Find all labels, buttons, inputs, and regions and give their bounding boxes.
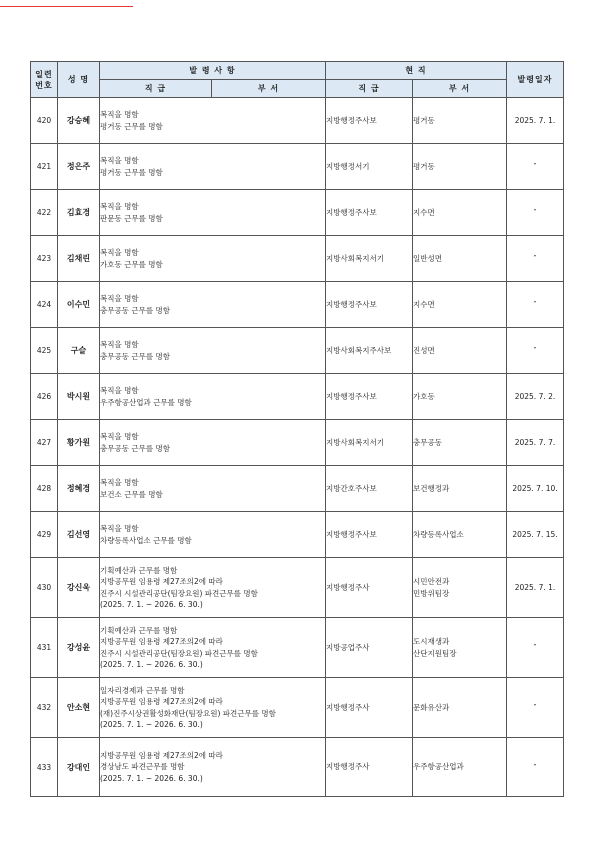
name-cell: 안소현 xyxy=(58,678,100,738)
appointment-line: 지방공무원 임용령 제27조의2에 따라 xyxy=(100,577,223,586)
order-date-cell: 2025. 7. 1. xyxy=(507,558,564,618)
order-date-cell: 2025. 7. 2. xyxy=(507,374,564,420)
serial-number-cell: 432 xyxy=(31,678,58,738)
appointment-line: (2025. 7. 1. ~ 2026. 6. 30.) xyxy=(100,773,203,783)
header-order-date: 발령일자 xyxy=(507,62,564,98)
name-cell: 강대인 xyxy=(58,738,100,797)
order-date-cell: ″ xyxy=(507,328,564,374)
current-grade-cell: 지방행정주사보 xyxy=(326,282,413,328)
appointment-line: 충무공동 근무를 명함 xyxy=(100,351,170,361)
top-red-rule xyxy=(0,6,133,7)
current-grade-cell: 지방사회복지주사보 xyxy=(326,328,413,374)
appointment-line: 지방공무원 임용령 제27조의2에 따라 xyxy=(100,637,223,646)
order-date-cell: 2025. 7. 7. xyxy=(507,420,564,466)
current-dept-cell xyxy=(413,144,507,190)
current-dept-line: 가호동 xyxy=(413,391,435,401)
current-dept-cell xyxy=(413,738,507,797)
appointment-line: 기획예산과 근무를 명함 xyxy=(100,625,178,635)
current-grade-cell: 지방사회복지서기 xyxy=(326,420,413,466)
appointment-line: 충무공동 근무를 명함 xyxy=(100,443,170,453)
appointment-line: 가호동 근무를 명함 xyxy=(100,259,163,269)
appointment-content-cell xyxy=(100,558,326,618)
serial-number-cell: 426 xyxy=(31,374,58,420)
name-cell: 황가원 xyxy=(58,420,100,466)
header-appointment: 발 령 사 항 xyxy=(100,62,326,80)
appointment-content-cell xyxy=(100,420,326,466)
serial-number-cell: 422 xyxy=(31,190,58,236)
order-date-cell: ″ xyxy=(507,618,564,678)
appointment-line: 경상남도 파견근무를 명함 xyxy=(100,762,185,772)
appointment-content-cell xyxy=(100,190,326,236)
order-date-cell: ″ xyxy=(507,738,564,797)
appointment-line: 복직을 명함 xyxy=(100,524,139,533)
table-row xyxy=(31,618,564,678)
table-row xyxy=(31,678,564,738)
current-dept-cell xyxy=(413,558,507,618)
appointment-content-cell xyxy=(100,678,326,738)
appointment-line: (재)진주시상권활성화재단(팀장요원) 파견근무를 명함 xyxy=(100,708,276,718)
appointment-content-cell xyxy=(100,512,326,558)
appointment-line: 차량등록사업소 근무를 명함 xyxy=(100,535,192,545)
serial-number-cell: 423 xyxy=(31,236,58,282)
current-grade-cell: 지방행정주사 xyxy=(326,678,413,738)
serial-number-cell: 430 xyxy=(31,558,58,618)
current-dept-line: 시민안전과 xyxy=(413,577,450,586)
appointment-line: 일자리경제과 근무를 명함 xyxy=(100,685,185,695)
serial-number-cell: 421 xyxy=(31,144,58,190)
current-dept-cell xyxy=(413,190,507,236)
appointment-line: 복직을 명함 xyxy=(100,248,139,257)
appointment-content-cell xyxy=(100,236,326,282)
order-date-cell: 2025. 7. 10. xyxy=(507,466,564,512)
header-appointment-grade: 직 급 xyxy=(100,80,212,98)
header-current-position: 현 직 xyxy=(326,62,507,80)
order-date-cell: ″ xyxy=(507,678,564,738)
name-cell: 김효경 xyxy=(58,190,100,236)
current-dept-cell xyxy=(413,466,507,512)
current-dept-line: 지수면 xyxy=(413,299,435,309)
table-row xyxy=(31,374,564,420)
appointment-line: 기획예산과 근무를 명함 xyxy=(100,565,178,575)
table-row xyxy=(31,420,564,466)
header-current-dept: 부 서 xyxy=(413,80,507,98)
name-cell: 정은주 xyxy=(58,144,100,190)
current-grade-cell: 지방행정주사보 xyxy=(326,512,413,558)
current-dept-cell xyxy=(413,618,507,678)
appointment-line: 복직을 명함 xyxy=(100,202,139,211)
current-dept-cell xyxy=(413,420,507,466)
table-row xyxy=(31,558,564,618)
appointment-content-cell xyxy=(100,144,326,190)
name-cell: 강승혜 xyxy=(58,98,100,144)
table-row xyxy=(31,738,564,797)
name-cell: 구슬 xyxy=(58,328,100,374)
current-dept-line: 차량등록사업소 xyxy=(413,529,464,539)
name-cell: 강신욱 xyxy=(58,558,100,618)
table-row xyxy=(31,466,564,512)
serial-number-cell: 420 xyxy=(31,98,58,144)
current-dept-line: 평거동 xyxy=(413,161,435,171)
name-cell: 김선영 xyxy=(58,512,100,558)
current-dept-cell xyxy=(413,374,507,420)
serial-number-cell: 433 xyxy=(31,738,58,797)
appointment-content-cell xyxy=(100,466,326,512)
order-date-cell: 2025. 7. 1. xyxy=(507,98,564,144)
appointment-line: 복직을 명함 xyxy=(100,156,139,165)
current-dept-line: 평거동 xyxy=(413,115,435,125)
current-dept-cell xyxy=(413,282,507,328)
appointment-line: 지방공무원 임용령 제27조의2에 따라 xyxy=(100,697,223,706)
appointment-line: (2025. 7. 1. ~ 2026. 6. 30.) xyxy=(100,660,203,669)
appointment-line: 우주항공산업과 근무를 명함 xyxy=(100,397,192,407)
current-grade-cell: 지방사회복지서기 xyxy=(326,236,413,282)
current-dept-line: 지수면 xyxy=(413,207,435,217)
current-dept-cell xyxy=(413,328,507,374)
current-grade-cell: 지방행정주사보 xyxy=(326,190,413,236)
appointment-line: 복직을 명함 xyxy=(100,386,139,395)
table-row xyxy=(31,282,564,328)
current-grade-cell: 지방행정주사보 xyxy=(326,98,413,144)
serial-number-cell: 428 xyxy=(31,466,58,512)
appointment-content-cell xyxy=(100,98,326,144)
appointment-line: 진주시 시설관리공단(팀장요원) 파견근무를 명함 xyxy=(100,648,258,658)
order-date-cell: ″ xyxy=(507,282,564,328)
appointment-line: 평거동 근무를 명함 xyxy=(100,167,163,177)
current-dept-line: 일반성면 xyxy=(413,253,442,263)
appointment-line: 복직을 명함 xyxy=(100,294,139,303)
order-date-cell: 2025. 7. 15. xyxy=(507,512,564,558)
current-dept-line: 문화유산과 xyxy=(413,702,450,712)
current-grade-cell: 지방행정서기 xyxy=(326,144,413,190)
current-dept-cell xyxy=(413,678,507,738)
name-cell: 박시원 xyxy=(58,374,100,420)
table-row xyxy=(31,190,564,236)
name-cell: 강성윤 xyxy=(58,618,100,678)
appointment-line: 복직을 명함 xyxy=(100,110,139,119)
appointment-line: 충무공동 근무를 명함 xyxy=(100,305,170,315)
name-cell: 이수민 xyxy=(58,282,100,328)
order-date-cell: ″ xyxy=(507,236,564,282)
current-dept-line: 진성면 xyxy=(413,345,435,355)
current-dept-cell xyxy=(413,512,507,558)
current-dept-line: 충무공동 xyxy=(413,437,442,447)
table-row xyxy=(31,236,564,282)
current-grade-cell: 지방행정주사 xyxy=(326,738,413,797)
appointment-content-cell xyxy=(100,374,326,420)
table-row xyxy=(31,512,564,558)
appointment-line: 복직을 명함 xyxy=(100,478,139,487)
name-cell: 김채린 xyxy=(58,236,100,282)
appointment-content-cell xyxy=(100,738,326,797)
appointment-content-cell xyxy=(100,282,326,328)
appointment-line: 진주시 시설관리공단(팀장요원) 파견근무를 명함 xyxy=(100,588,258,598)
appointment-content-cell xyxy=(100,618,326,678)
current-grade-cell: 지방행정주사 xyxy=(326,558,413,618)
current-grade-cell: 지방행정주사보 xyxy=(326,374,413,420)
current-dept-line: 산단지원팀장 xyxy=(413,648,457,658)
serial-number-cell: 431 xyxy=(31,618,58,678)
personnel-order-table xyxy=(30,61,564,797)
current-dept-line: 보건행정과 xyxy=(413,483,450,493)
appointment-line: 복직을 명함 xyxy=(100,340,139,349)
appointment-line: 평거동 근무를 명함 xyxy=(100,121,163,131)
appointment-line: 복직을 명함 xyxy=(100,432,139,441)
current-grade-cell: 지방공업주사 xyxy=(326,618,413,678)
appointment-line: 판문동 근무를 명함 xyxy=(100,213,163,223)
header-name: 성 명 xyxy=(58,62,100,98)
table-row xyxy=(31,328,564,374)
serial-number-cell: 429 xyxy=(31,512,58,558)
serial-number-cell: 427 xyxy=(31,420,58,466)
appointment-content-cell xyxy=(100,328,326,374)
table-row xyxy=(31,144,564,190)
header-current-grade: 직 급 xyxy=(326,80,413,98)
current-dept-cell xyxy=(413,98,507,144)
order-date-cell: ″ xyxy=(507,190,564,236)
current-dept-line: 도시재생과 xyxy=(413,637,450,646)
current-dept-line: 민방위팀장 xyxy=(413,588,450,598)
table-row xyxy=(31,98,564,144)
current-dept-cell xyxy=(413,236,507,282)
appointment-line: 보건소 근무를 명함 xyxy=(100,489,163,499)
appointment-line: (2025. 7. 1. ~ 2026. 6. 30.) xyxy=(100,600,203,609)
header-serial-number: 일련번호 xyxy=(31,62,58,98)
order-date-cell: ″ xyxy=(507,144,564,190)
serial-number-cell: 425 xyxy=(31,328,58,374)
name-cell: 정혜경 xyxy=(58,466,100,512)
current-grade-cell: 지방간호주사보 xyxy=(326,466,413,512)
serial-number-cell: 424 xyxy=(31,282,58,328)
current-dept-line: 우주항공산업과 xyxy=(413,762,464,772)
appointment-line: (2025. 7. 1. ~ 2026. 6. 30.) xyxy=(100,720,203,729)
header-appointment-dept: 부 서 xyxy=(212,80,326,98)
appointment-line: 지방공무원 임용령 제27조의2에 따라 xyxy=(100,750,223,760)
